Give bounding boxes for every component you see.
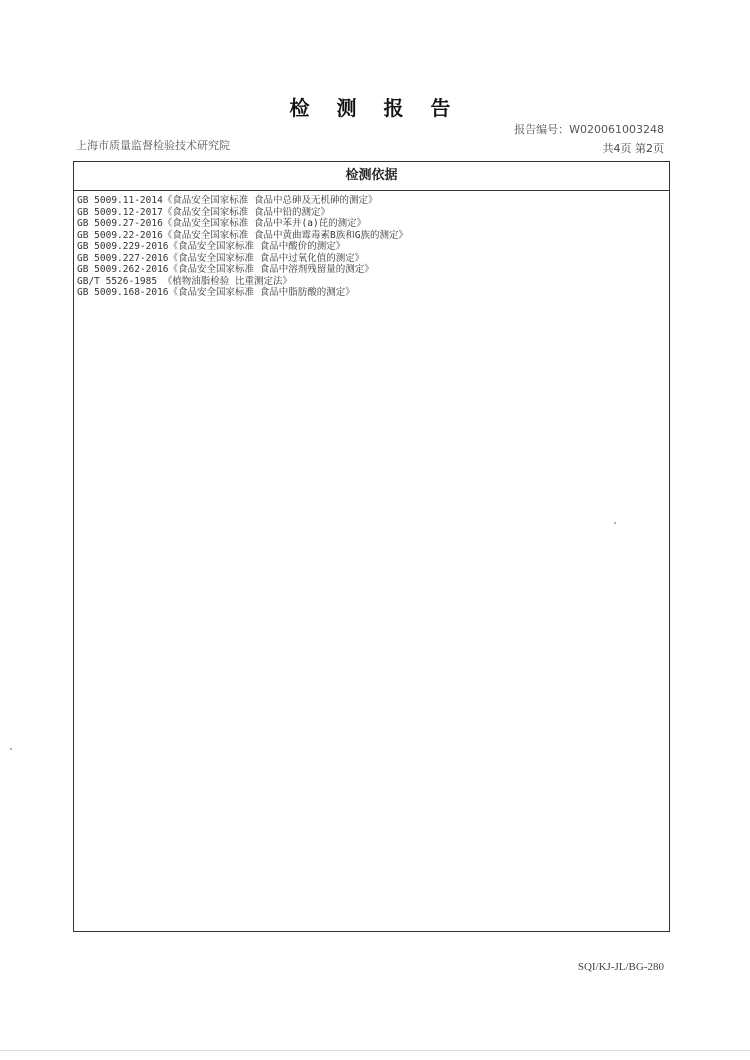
list-item: GB 5009.11-2014《食品安全国家标准 食品中总砷及无机砷的测定》 <box>77 195 378 206</box>
report-title: 检 测 报 告 <box>289 96 461 120</box>
page-count: 共4页 第2页 <box>602 142 664 155</box>
table-heading: 检测依据 <box>74 162 669 191</box>
list-item: GB 5009.262-2016《食品安全国家标准 食品中溶剂残留量的测定》 <box>77 264 374 275</box>
testing-basis-table <box>73 161 670 932</box>
scan-speck <box>10 748 12 750</box>
bottom-divider <box>0 1050 750 1051</box>
list-item: GB 5009.227-2016《食品安全国家标准 食品中过氧化值的测定》 <box>77 252 365 264</box>
list-item: GB 5009.168-2016《食品安全国家标准 食品中脂肪酸的测定》 <box>77 287 355 298</box>
list-item: GB 5009.12-2017《食品安全国家标准 食品中铅的测定》 <box>77 206 331 218</box>
list-item: GB 5009.22-2016《食品安全国家标准 食品中黄曲霉毒素B族和G族的测定》 <box>77 229 408 241</box>
report-number: 报告编号：W020061003248 <box>514 123 664 136</box>
list-item: GB 5009.229-2016《食品安全国家标准 食品中酸价的测定》 <box>77 241 346 252</box>
form-code: SQI/KJ-JL/BG-280 <box>577 961 664 973</box>
list-item: GB/T 5526-1985 《植物油脂检验 比重测定法》 <box>77 275 293 287</box>
scan-speck <box>614 522 616 524</box>
institute-name: 上海市质量监督检验技术研究院 <box>76 139 230 152</box>
list-item: GB 5009.27-2016《食品安全国家标准 食品中苯并(a)芘的测定》 <box>77 218 367 229</box>
standards-list <box>74 191 669 299</box>
